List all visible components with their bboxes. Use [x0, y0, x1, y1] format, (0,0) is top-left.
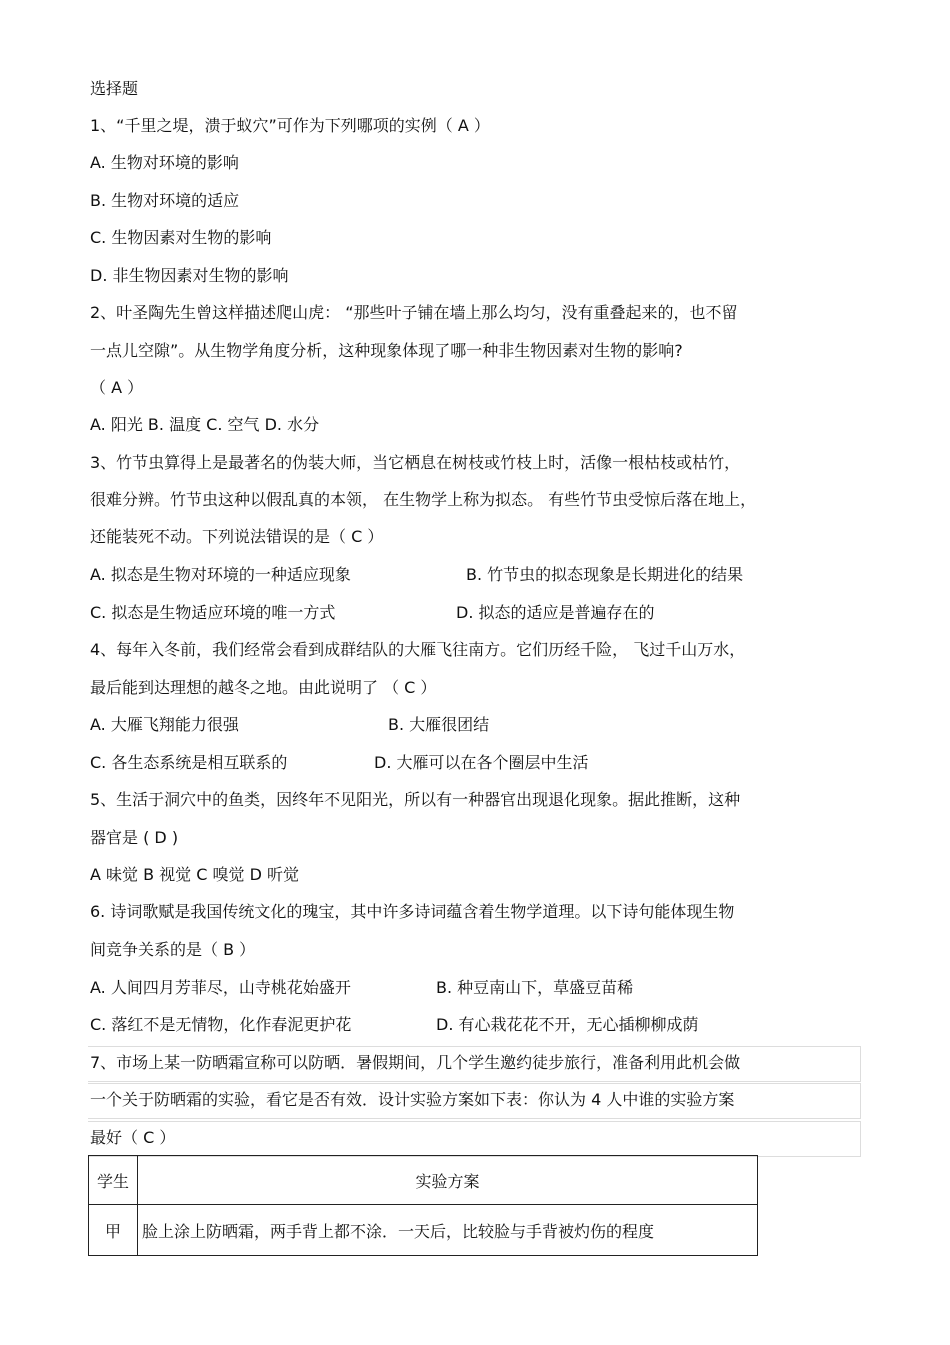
question-3-stem-line-2: 很难分辨。竹节虫这种以假乱真的本领， 在生物学上称为拟态。 有些竹节虫受惊后落在地上，	[90, 490, 757, 509]
question-3-option-d: D. 拟态的适应是普遍存在的	[456, 603, 655, 622]
question-5-stem-line-2: 器官是 ( D )	[90, 828, 179, 847]
question-7-line-frame-3	[88, 1121, 861, 1157]
question-1-option-a: A. 生物对环境的影响	[90, 153, 239, 172]
question-4-option-a: A. 大雁飞翔能力很强	[90, 715, 239, 734]
question-4-option-d: D. 大雁可以在各个圈层中生活	[374, 753, 589, 772]
question-1-option-c: C. 生物因素对生物的影响	[90, 228, 272, 247]
question-5-options: A 味觉 B 视觉 C 嗅觉 D 听觉	[90, 865, 300, 884]
question-6-option-b: B. 种豆南山下，草盛豆苗稀	[436, 978, 634, 997]
question-3-option-c: C. 拟态是生物适应环境的唯一方式	[90, 603, 336, 622]
table-row	[89, 1205, 758, 1256]
question-3-option-b: B. 竹节虫的拟态现象是长期进化的结果	[466, 565, 744, 584]
question-2-stem-line-1: 2、叶圣陶先生曾这样描述爬山虎： “那些叶子铺在墙上那么均匀，没有重叠起来的，也不留	[90, 303, 738, 322]
question-6-option-d: D. 有心栽花花不开，无心插柳柳成荫	[436, 1015, 699, 1034]
question-6-option-a: A. 人间四月芳菲尽，山寺桃花始盛开	[90, 978, 351, 997]
question-1-option-d: D. 非生物因素对生物的影响	[90, 266, 289, 285]
experiment-plan-table	[88, 1155, 758, 1256]
question-6-stem-line-2: 间竞争关系的是（ B ）	[90, 940, 256, 959]
question-7-stem-line-2: 一个关于防晒霜的实验，看它是否有效．设计实验方案如下表：你认为 4 人中谁的实验方案	[90, 1090, 735, 1109]
table-header-row	[89, 1156, 758, 1205]
question-1-option-b: B. 生物对环境的适应	[90, 191, 240, 210]
table-cell-student: 甲	[89, 1205, 138, 1256]
section-title: 选择题	[90, 79, 139, 98]
question-6-stem-line-1: 6. 诗词歌赋是我国传统文化的瑰宝，其中许多诗词蕴含着生物学道理。以下诗句能体现生物	[90, 902, 735, 921]
table-header-student: 学生	[89, 1156, 138, 1205]
question-5-stem-line-1: 5、生活于洞穴中的鱼类，因终年不见阳光，所以有一种器官出现退化现象。据此推断，这种	[90, 790, 741, 809]
question-7-stem-line-3: 最好（ C ）	[90, 1128, 176, 1147]
question-2-answer: （ A ）	[90, 378, 144, 397]
question-3-stem-line-3: 还能装死不动。下列说法错误的是（ C ）	[90, 527, 384, 546]
question-4-option-b: B. 大雁很团结	[388, 715, 490, 734]
question-4-stem-line-1: 4、每年入冬前，我们经常会看到成群结队的大雁飞往南方。它们历经千险， 飞过千山万水，	[90, 640, 746, 659]
question-4-stem-line-2: 最后能到达理想的越冬之地。由此说明了 （ C ）	[90, 678, 437, 697]
table-cell-plan: 脸上涂上防晒霜，两手背上都不涂．一天后，比较脸与手背被灼伤的程度	[138, 1205, 758, 1256]
question-1-stem: 1、“千里之堤，溃于蚁穴”可作为下列哪项的实例（ A ）	[90, 116, 490, 135]
question-2-stem-line-2: 一点儿空隙”。从生物学角度分析，这种现象体现了哪一种非生物因素对生物的影响?	[90, 341, 683, 360]
question-3-option-a: A. 拟态是生物对环境的一种适应现象	[90, 565, 351, 584]
question-7-stem-line-1: 7、市场上某一防晒霜宣称可以防晒．暑假期间，几个学生邀约徒步旅行，准备利用此机会做	[90, 1053, 741, 1072]
question-6-option-c: C. 落红不是无情物，化作春泥更护花	[90, 1015, 352, 1034]
question-4-option-c: C. 各生态系统是相互联系的	[90, 753, 288, 772]
question-3-stem-line-1: 3、竹节虫算得上是最著名的伪装大师，当它栖息在树枝或竹枝上时，活像一根枯枝或枯竹，	[90, 453, 741, 472]
table-header-plan: 实验方案	[138, 1156, 758, 1205]
question-2-options: A. 阳光 B. 温度 C. 空气 D. 水分	[90, 415, 320, 434]
